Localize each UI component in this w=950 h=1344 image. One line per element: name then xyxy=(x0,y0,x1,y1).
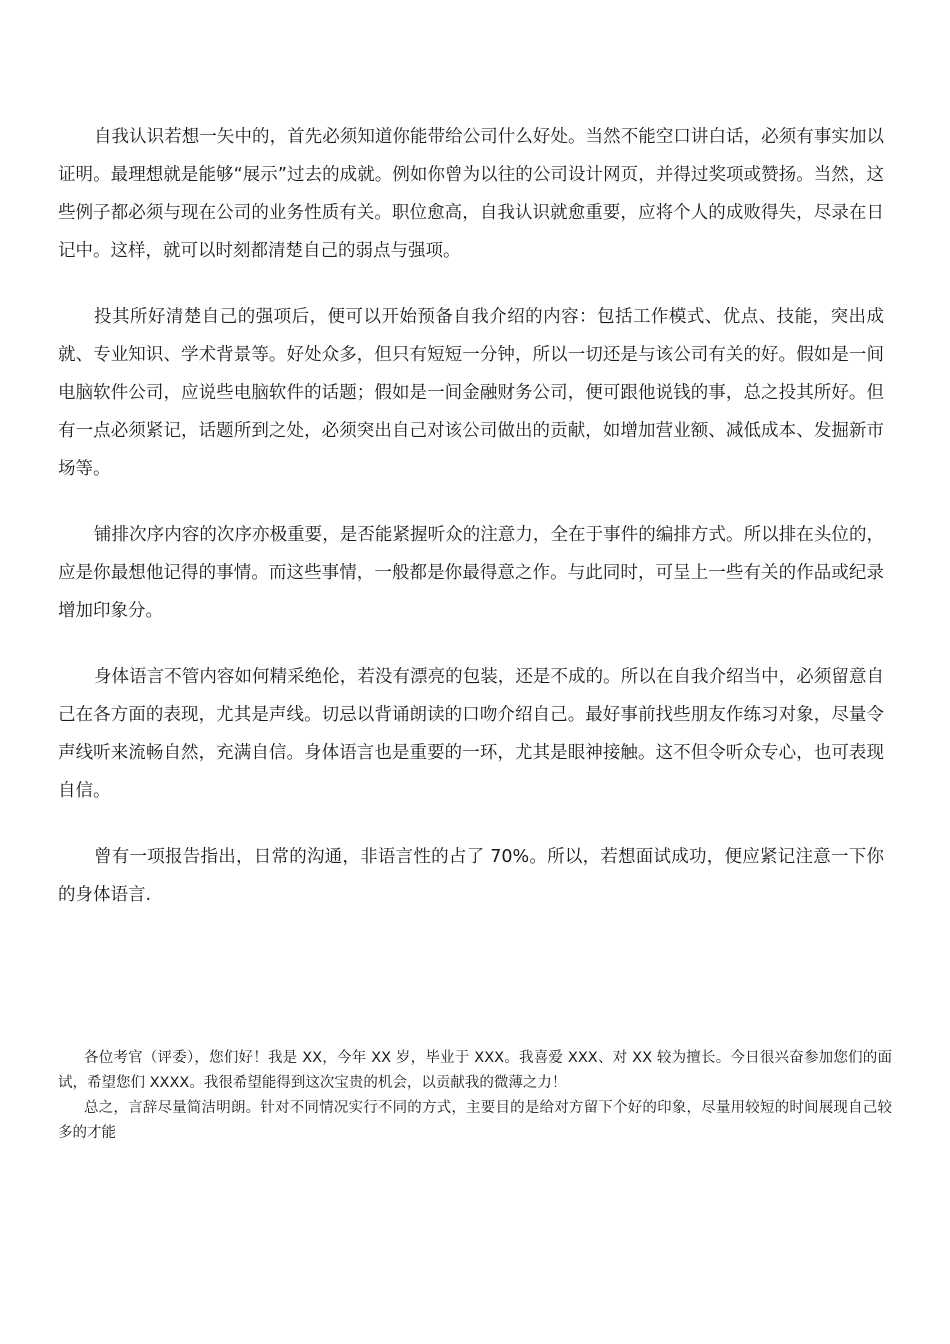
note-summary: 总之，言辞尽量简洁明朗。针对不同情况实行不同的方式，主要目的是给对方留下个好的印象，尽量用较短的时间展现自己较多的才能 xyxy=(58,1100,892,1141)
paragraph-ordering: 铺排次序内容的次序亦极重要，是否能紧握听众的注意力，全在于事件的编排方式。所以排在头位的，应是你最想他记得的事情。而这些事情，一般都是你最得意之作。与此同时，可呈上一些有关的作品或纪录增加印象分。 xyxy=(58,525,884,621)
main-article xyxy=(58,118,884,914)
paragraph-nonverbal-report: 曾有一项报告指出，日常的沟通，非语言性的占了 70%。所以，若想面试成功，便应紧记注意一下你的身体语言. xyxy=(58,847,884,905)
note-greeting: 各位考官（评委），您们好！我是 XX，今年 XX 岁，毕业于 XXX。我喜爱 XXX、对 XX 较为擅长。今日很兴奋参加您们的面试，希望您们 XXXX。我很希望能得到这次宝贵的机会，以贡献我的微薄之力！ xyxy=(58,1050,892,1091)
paragraph-self-knowledge: 自我认识若想一矢中的，首先必须知道你能带给公司什么好处。当然不能空口讲白话，必须有事实加以证明。最理想就是能够“展示”过去的成就。例如你曾为以往的公司设计网页，并得过奖项或赞扬。当然，这些例子都必须与现在公司的业务性质有关。职位愈高，自我认识就愈重要，应将个人的成败得失，尽录在日记中。这样，就可以时刻都清楚自己的弱点与强项。 xyxy=(58,127,884,261)
paragraph-cater-to-interests: 投其所好清楚自己的强项后，便可以开始预备自我介绍的内容：包括工作模式、优点、技能，突出成就、专业知识、学术背景等。好处众多，但只有短短一分钟，所以一切还是与该公司有关的好。假如是一间电脑软件公司，应说些电脑软件的话题；假如是一间金融财务公司，便可跟他说钱的事，总之投其所好。但有一点必须紧记，话题所到之处，必须突出自己对该公司做出的贡献，如增加营业额、减低成本、发掘新市场等。 xyxy=(58,307,884,479)
sample-introduction xyxy=(58,1046,892,1146)
paragraph-body-language: 身体语言不管内容如何精采绝伦，若没有漂亮的包装，还是不成的。所以在自我介绍当中，必须留意自己在各方面的表现，尤其是声线。切忌以背诵朗读的口吻介绍自己。最好事前找些朋友作练习对象，尽量令声线听来流畅自然，充满自信。身体语言也是重要的一环，尤其是眼神接触。这不但令听众专心，也可表现自信。 xyxy=(58,667,884,801)
